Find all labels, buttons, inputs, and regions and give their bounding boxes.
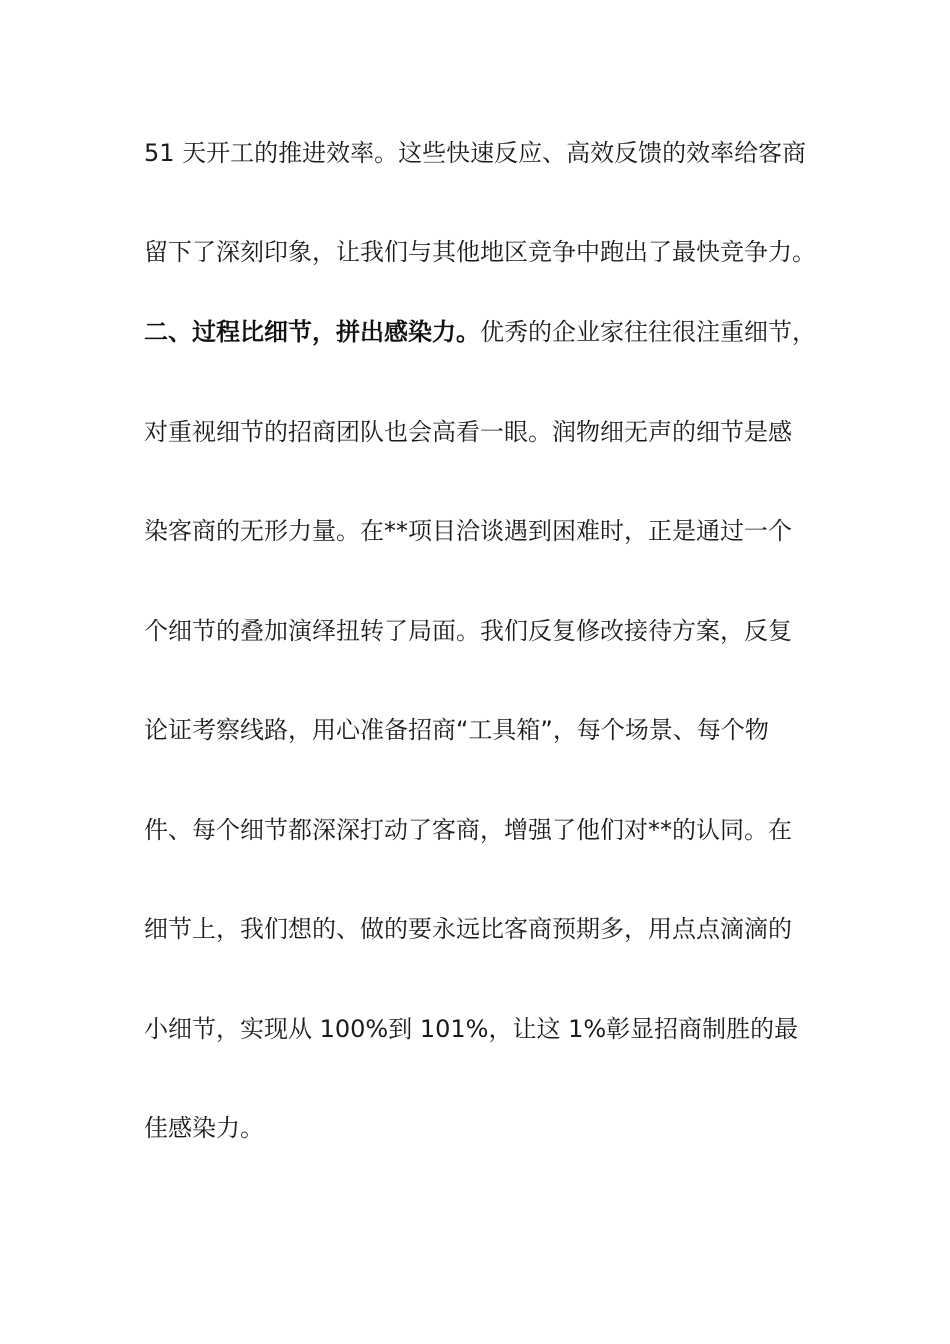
- section-heading-continuation: 优秀的企业家往往很注重细节，: [480, 318, 816, 346]
- section-heading-line: [144, 314, 816, 350]
- paragraph-line-11: 佳感染力。: [144, 1114, 264, 1142]
- paragraph-line-1: 51 天开工的推进效率。这些快速反应、高效反馈的效率给客商: [144, 139, 807, 167]
- paragraph-line-4: 对重视细节的招商团队也会高看一眼。润物细无声的细节是感: [144, 418, 792, 446]
- section-heading: 二、过程比细节，拼出感染力。: [144, 318, 480, 346]
- paragraph-line-5: 染客商的无形力量。在**项目洽谈遇到困难时，正是通过一个: [144, 517, 792, 545]
- paragraph-line-7: 论证考察线路，用心准备招商“工具箱”，每个场景、每个物: [144, 716, 769, 744]
- paragraph-line-9: 细节上，我们想的、做的要永远比客商预期多，用点点滴滴的: [144, 915, 792, 943]
- paragraph-line-10: 小细节，实现从 100%到 101%，让这 1%彰显招商制胜的最: [144, 1015, 799, 1043]
- paragraph-line-6: 个细节的叠加演绎扭转了局面。我们反复修改接待方案，反复: [144, 617, 792, 645]
- paragraph-line-8: 件、每个细节都深深打动了客商，增强了他们对**的认同。在: [144, 816, 792, 844]
- paragraph-line-2: 留下了深刻印象，让我们与其他地区竞争中跑出了最快竞争力。: [144, 238, 816, 266]
